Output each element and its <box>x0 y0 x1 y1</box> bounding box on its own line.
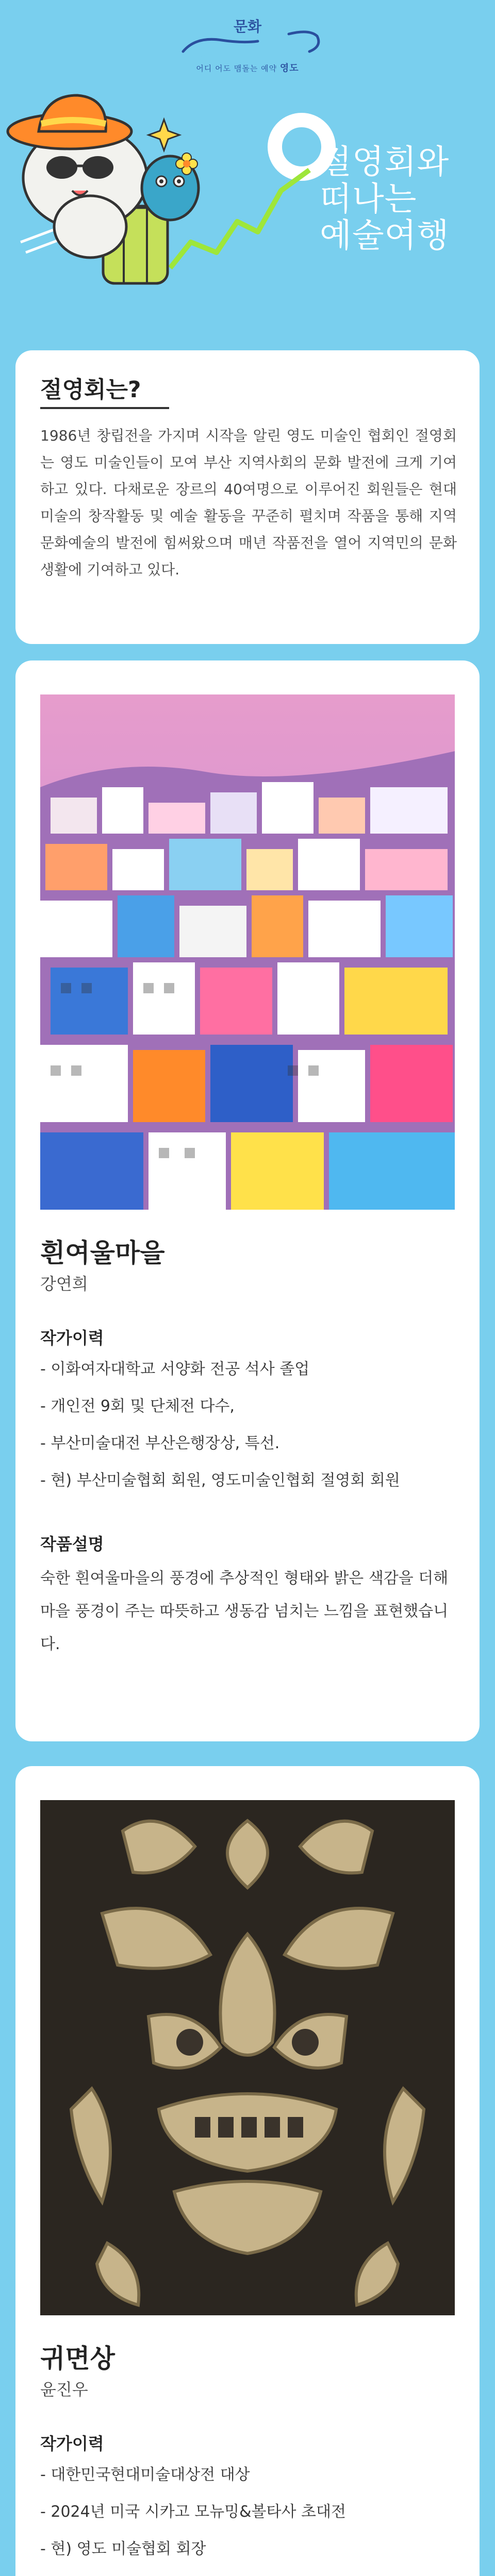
desc-heading-1: 작품설명 <box>40 1534 104 1554</box>
hero-banner <box>0 0 495 350</box>
intro-title-underline <box>40 407 169 409</box>
artwork-card-2 <box>15 1766 480 2576</box>
logo[interactable] <box>165 9 330 76</box>
career-item: - 개인전 9회 및 단체전 다수, <box>40 1388 400 1425</box>
logo-subtitle <box>165 61 330 74</box>
headline <box>320 144 485 255</box>
intro-card <box>15 350 480 644</box>
career-item: - 2024년 미국 시카고 모뉴밍&볼타사 초대전 <box>40 2494 346 2531</box>
intro-title: 절영회는? <box>40 377 141 403</box>
artwork-image-1 <box>40 694 455 1210</box>
career-list-2 <box>40 2456 346 2568</box>
career-heading-2: 작가이력 <box>40 2434 104 2453</box>
headline-line-1: 절영회와 <box>320 143 450 181</box>
career-item: - 이화여자대학교 서양화 전공 석사 졸업 <box>40 1351 400 1388</box>
intro-body: 1986년 창립전을 가지며 시작을 알린 영도 미술인 협회인 절영회는 영도 미술인들이 모여 부산 지역사회의 문화 발전에 크게 기여하고 있다. 다채로운 장르의 40여명으로 이루어진 회원들은 현대미술의 창작활동 및 예술 활동을 꾸준히 펼치며 작품을 통해 지역 문화예술의 발전에 힘써왔으며 매년 작품전을 열어 지역민의 문화생활에 기여하고 있다. <box>40 427 457 578</box>
career-item: - 현) 영도 미술협회 회장 <box>40 2531 346 2568</box>
logo-brand: 영도 <box>279 63 299 74</box>
headline-line-2: 떠나는 <box>320 180 417 218</box>
artwork-card-1 <box>15 660 480 1741</box>
artwork-image-2 <box>40 1800 455 2315</box>
logo-sub-prefix: 어디 어도 맴돌는 예약 <box>196 64 277 73</box>
logo-title: 문화 <box>233 18 262 35</box>
artwork-artist-1: 강연희 <box>40 1274 88 1294</box>
artwork-title-2: 귀면상 <box>40 2344 115 2374</box>
artwork-desc-1: 숙한 흰여울마을의 풍경에 추상적인 형태와 밝은 색감을 더해 마을 풍경이 주는 따뜻하고 생동감 넘치는 느낌을 표현했습니다. <box>40 1569 449 1653</box>
career-item: - 부산미술대전 부산은행장상, 특선. <box>40 1425 400 1462</box>
career-item: - 현) 부산미술협회 회원, 영도미술인협회 절영회 회원 <box>40 1462 400 1499</box>
artwork-artist-2: 윤진우 <box>40 2380 88 2399</box>
career-list-1 <box>40 1351 400 1499</box>
career-heading-1: 작가이력 <box>40 1328 104 1348</box>
career-item: - 대한민국현대미술대상전 대상 <box>40 2456 346 2494</box>
artwork-title-1: 흰여울마을 <box>40 1238 165 1268</box>
headline-line-3: 예술여행 <box>320 217 450 256</box>
